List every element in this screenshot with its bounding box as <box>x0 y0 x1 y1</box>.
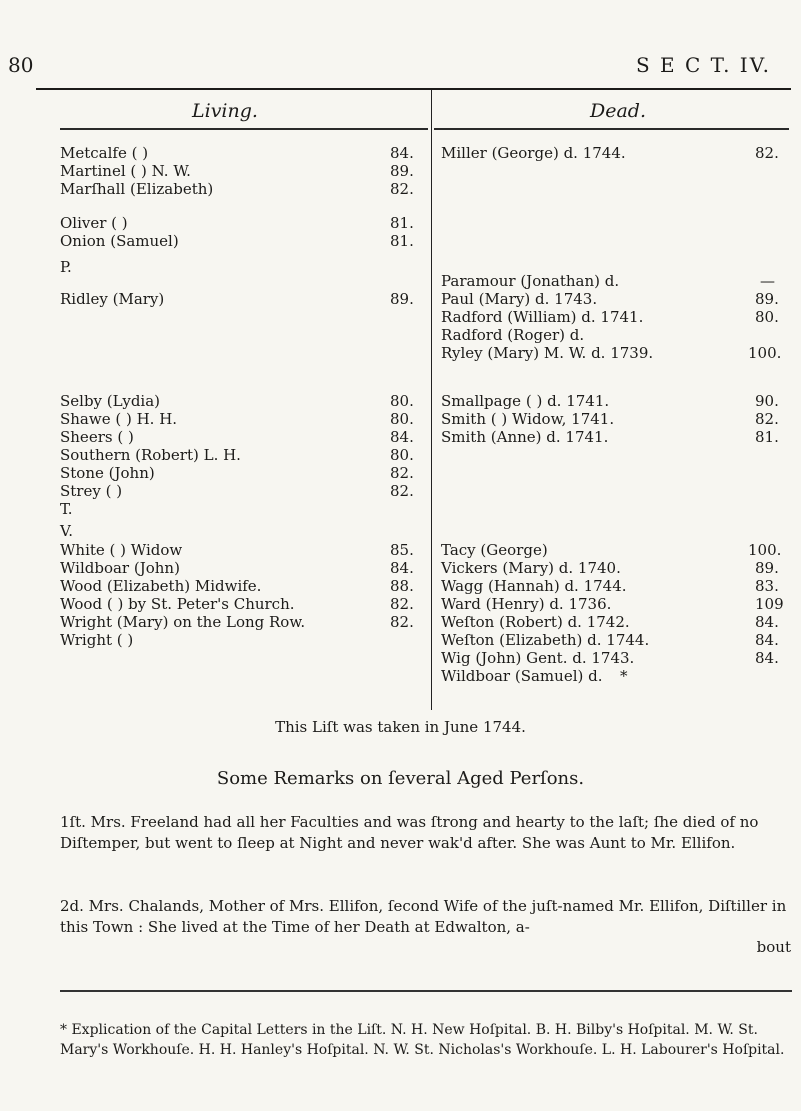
dead-name: Radford (Roger) d. <box>441 326 585 344</box>
living-age: 81. <box>390 232 414 250</box>
living-name: Wright ( ) <box>60 631 134 649</box>
living-letter: P. <box>60 258 72 276</box>
living-age: 82. <box>390 613 414 631</box>
dead-name: Paramour (Jonathan) d. <box>441 272 620 290</box>
dead-name: Wagg (Hannah) d. 1744. <box>441 577 627 595</box>
dead-age: 90. <box>755 392 779 410</box>
dead-name: Vickers (Mary) d. 1740. <box>441 559 621 577</box>
top-rule <box>36 88 791 90</box>
column-divider <box>431 90 432 710</box>
remark-2-continuation: bout <box>756 938 791 956</box>
dead-name: Smith (Anne) d. 1741. <box>441 428 609 446</box>
living-heading-rule <box>60 128 428 130</box>
living-name: Wright (Mary) on the Long Row. <box>60 613 306 631</box>
living-name: Oliver ( ) <box>60 214 128 232</box>
dead-age: 109 <box>755 595 784 613</box>
dead-name: Smallpage ( ) d. 1741. <box>441 392 610 410</box>
list-date-note: This Liſt was taken in June 1744. <box>275 718 526 736</box>
dead-age: 83. <box>755 577 779 595</box>
living-name: Ridley (Mary) <box>60 290 165 308</box>
dead-heading: Dead. <box>590 100 647 122</box>
remark-1: 1ſt. Mrs. Freeland had all her Faculties and was ſtrong and hearty to the laſt; ſhe died of no Diſtemper, but went to ſleep at Night and never wak'd after. She was Aunt to Mr. Ellifon. <box>60 813 759 852</box>
living-letter: V. <box>60 522 73 540</box>
living-name: Stone (John) <box>60 464 155 482</box>
section-heading: S E C T. IV. <box>636 53 771 77</box>
living-age: 89. <box>390 162 414 180</box>
dead-age: 89. <box>755 559 779 577</box>
living-age: 82. <box>390 595 414 613</box>
living-age: 81. <box>390 214 414 232</box>
living-name: Metcalfe ( ) <box>60 144 149 162</box>
dead-age: — <box>760 272 775 290</box>
dead-name: Ward (Henry) d. 1736. <box>441 595 612 613</box>
living-name: Sheers ( ) <box>60 428 134 446</box>
dead-age: 84. <box>755 649 779 667</box>
living-heading: Living. <box>192 100 258 122</box>
footnote: * Explication of the Capital Letters in the Liſt. N. H. New Hoſpital. B. H. Bilby's Hoſpital. M. W. St. Mary's Workhouſe. H. H. Hanley's Hoſpital. N. W. St. Nicholas's Workhouſe. L. H. Labourer's Hoſpital. <box>60 1022 785 1058</box>
dead-age: 84. <box>755 613 779 631</box>
remarks-title: Some Remarks on ſeveral Aged Perſons. <box>216 768 585 789</box>
dead-name: Miller (George) d. 1744. <box>441 144 626 162</box>
living-name: Southern (Robert) L. H. <box>60 446 241 464</box>
living-name: Shawe ( ) H. H. <box>60 410 178 428</box>
living-name: Wood (Elizabeth) Midwife. <box>60 577 262 595</box>
dead-age: 89. <box>755 290 779 308</box>
living-age: 82. <box>390 180 414 198</box>
living-name: Wood ( ) by St. Peter's Church. <box>60 595 295 613</box>
footnote-marker: * <box>620 667 628 685</box>
dead-heading-rule <box>434 128 789 130</box>
living-age: 80. <box>390 446 414 464</box>
remark-2: 2d. Mrs. Chalands, Mother of Mrs. Ellifon, ſecond Wife of the juſt-named Mr. Ellifon, Diſtiller in this Town : She lived at the Time of her Death at Edwalton, a- <box>60 897 787 936</box>
living-age: 85. <box>390 541 414 559</box>
living-age: 84. <box>390 428 414 446</box>
living-name: Martinel ( ) N. W. <box>60 162 191 180</box>
dead-age: 100. <box>748 541 782 559</box>
living-name: Strey ( ) <box>60 482 123 500</box>
living-age: 84. <box>390 559 414 577</box>
page-number: 80 <box>8 53 34 77</box>
living-name: Wildboar (John) <box>60 559 180 577</box>
living-name: White ( ) Widow <box>60 541 183 559</box>
dead-age: 80. <box>755 308 779 326</box>
living-letter: T. <box>60 500 73 518</box>
dead-name: Wig (John) Gent. d. 1743. <box>441 649 635 667</box>
living-age: 82. <box>390 464 414 482</box>
living-age: 88. <box>390 577 414 595</box>
dead-name: Ryley (Mary) M. W. d. 1739. <box>441 344 654 362</box>
living-age: 80. <box>390 392 414 410</box>
dead-name: Paul (Mary) d. 1743. <box>441 290 598 308</box>
dead-age: 100. <box>748 344 782 362</box>
dead-name: Smith ( ) Widow, 1741. <box>441 410 615 428</box>
living-age: 89. <box>390 290 414 308</box>
living-name: Selby (Lydia) <box>60 392 161 410</box>
living-age: 80. <box>390 410 414 428</box>
dead-name: Tacy (George) <box>441 541 548 559</box>
living-name: Onion (Samuel) <box>60 232 179 250</box>
footnote-rule <box>60 990 792 992</box>
dead-name: Weſton (Elizabeth) d. 1744. <box>441 631 650 649</box>
dead-name: Wildboar (Samuel) d. <box>441 667 603 685</box>
dead-name: Weſton (Robert) d. 1742. <box>441 613 630 631</box>
dead-name: Radford (William) d. 1741. <box>441 308 644 326</box>
living-age: 82. <box>390 482 414 500</box>
dead-age: 82. <box>755 410 779 428</box>
dead-age: 82. <box>755 144 779 162</box>
living-age: 84. <box>390 144 414 162</box>
living-name: Marſhall (Elizabeth) <box>60 180 214 198</box>
dead-age: 84. <box>755 631 779 649</box>
dead-age: 81. <box>755 428 779 446</box>
